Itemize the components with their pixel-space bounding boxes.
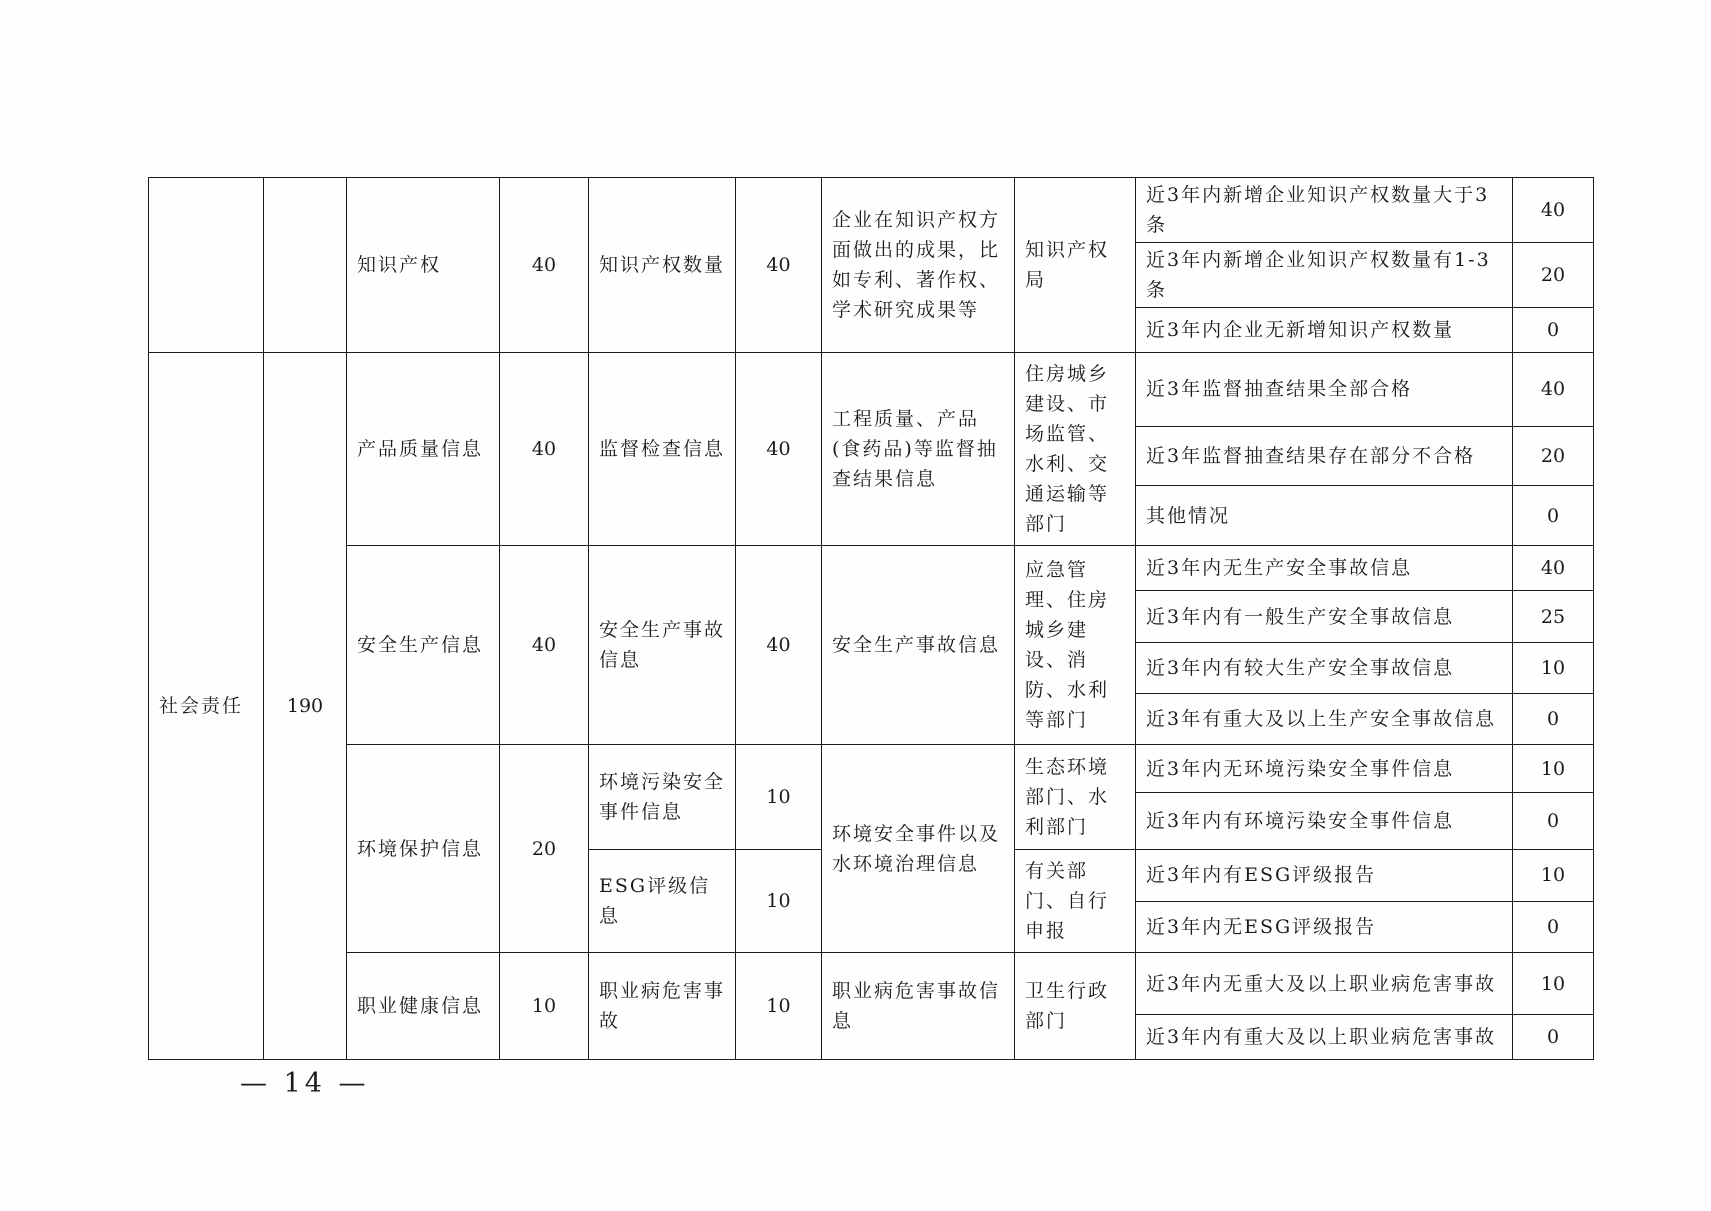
criterion-cell: 近3年内企业无新增知识产权数量	[1136, 308, 1513, 353]
sub-item-score-cell: 10	[736, 953, 822, 1060]
content-cell: 工程质量、产品(食药品)等监督抽查结果信息	[822, 353, 1015, 546]
criterion-score-cell: 10	[1513, 953, 1594, 1015]
criterion-cell: 其他情况	[1136, 486, 1513, 546]
department-cell: 卫生行政部门	[1015, 953, 1136, 1060]
sub-item-cell: 监督检查信息	[589, 353, 736, 546]
criterion-cell: 近3年内有ESG评级报告	[1136, 850, 1513, 902]
criterion-cell: 近3年监督抽查结果全部合格	[1136, 353, 1513, 427]
criterion-score-cell: 40	[1513, 546, 1594, 591]
item-score-cell: 40	[500, 546, 589, 745]
department-cell: 应急管理、住房城乡建设、消防、水利等部门	[1015, 546, 1136, 745]
item-cell: 产品质量信息	[347, 353, 500, 546]
criterion-cell: 近3年内无ESG评级报告	[1136, 901, 1513, 953]
sub-item-score-cell: 40	[736, 353, 822, 546]
sub-item-score-cell: 40	[736, 178, 822, 353]
item-cell: 知识产权	[347, 178, 500, 353]
department-cell: 有关部门、自行申报	[1015, 850, 1136, 953]
criterion-cell: 近3年内有重大及以上职业病危害事故	[1136, 1015, 1513, 1060]
criterion-score-cell: 20	[1513, 426, 1594, 486]
criterion-score-cell: 0	[1513, 793, 1594, 850]
department-cell: 住房城乡建设、市场监管、水利、交通运输等部门	[1015, 353, 1136, 546]
item-score-cell: 20	[500, 745, 589, 953]
sub-item-cell: 知识产权数量	[589, 178, 736, 353]
content-cell: 环境安全事件以及水环境治理信息	[822, 745, 1015, 953]
category-score-cell: 190	[264, 353, 347, 1060]
criterion-score-cell: 10	[1513, 745, 1594, 793]
criterion-cell: 近3年内新增企业知识产权数量有1-3条	[1136, 243, 1513, 308]
criterion-cell: 近3年内有环境污染安全事件信息	[1136, 793, 1513, 850]
content-cell: 职业病危害事故信息	[822, 953, 1015, 1060]
criterion-score-cell: 10	[1513, 643, 1594, 694]
page-number: — 14 —	[240, 1068, 370, 1099]
table-row	[149, 546, 1594, 591]
item-score-cell: 40	[500, 178, 589, 353]
criterion-cell: 近3年内有一般生产安全事故信息	[1136, 591, 1513, 643]
table-row	[149, 178, 1594, 243]
criterion-score-cell: 0	[1513, 308, 1594, 353]
sub-item-cell: 职业病危害事故	[589, 953, 736, 1060]
department-cell: 知识产权局	[1015, 178, 1136, 353]
scoring-table-container	[148, 177, 1594, 1060]
criterion-score-cell: 0	[1513, 1015, 1594, 1060]
content-cell: 安全生产事故信息	[822, 546, 1015, 745]
criterion-cell: 近3年内无重大及以上职业病危害事故	[1136, 953, 1513, 1015]
item-cell: 环境保护信息	[347, 745, 500, 953]
criterion-cell: 近3年内新增企业知识产权数量大于3条	[1136, 178, 1513, 243]
criterion-score-cell: 25	[1513, 591, 1594, 643]
table-row	[149, 353, 1594, 427]
item-score-cell: 40	[500, 353, 589, 546]
criterion-score-cell: 40	[1513, 178, 1594, 243]
item-cell: 职业健康信息	[347, 953, 500, 1060]
item-cell: 安全生产信息	[347, 546, 500, 745]
table-row	[149, 953, 1594, 1015]
criterion-score-cell: 0	[1513, 694, 1594, 745]
category-score-cell	[264, 178, 347, 353]
criterion-score-cell: 10	[1513, 850, 1594, 902]
criterion-cell: 近3年内有较大生产安全事故信息	[1136, 643, 1513, 694]
category-cell	[149, 178, 264, 353]
criterion-score-cell: 0	[1513, 901, 1594, 953]
content-cell: 企业在知识产权方面做出的成果，比如专利、著作权、学术研究成果等	[822, 178, 1015, 353]
sub-item-cell: ESG评级信息	[589, 850, 736, 953]
criterion-cell: 近3年内无环境污染安全事件信息	[1136, 745, 1513, 793]
sub-item-cell: 环境污染安全事件信息	[589, 745, 736, 850]
criterion-score-cell: 0	[1513, 486, 1594, 546]
criterion-score-cell: 20	[1513, 243, 1594, 308]
department-cell: 生态环境部门、水利部门	[1015, 745, 1136, 850]
item-score-cell: 10	[500, 953, 589, 1060]
category-cell: 社会责任	[149, 353, 264, 1060]
sub-item-cell: 安全生产事故信息	[589, 546, 736, 745]
sub-item-score-cell: 10	[736, 745, 822, 850]
criterion-score-cell: 40	[1513, 353, 1594, 427]
sub-item-score-cell: 40	[736, 546, 822, 745]
scoring-table	[148, 177, 1594, 1060]
criterion-cell: 近3年监督抽查结果存在部分不合格	[1136, 426, 1513, 486]
criterion-cell: 近3年有重大及以上生产安全事故信息	[1136, 694, 1513, 745]
sub-item-score-cell: 10	[736, 850, 822, 953]
table-row	[149, 745, 1594, 793]
criterion-cell: 近3年内无生产安全事故信息	[1136, 546, 1513, 591]
